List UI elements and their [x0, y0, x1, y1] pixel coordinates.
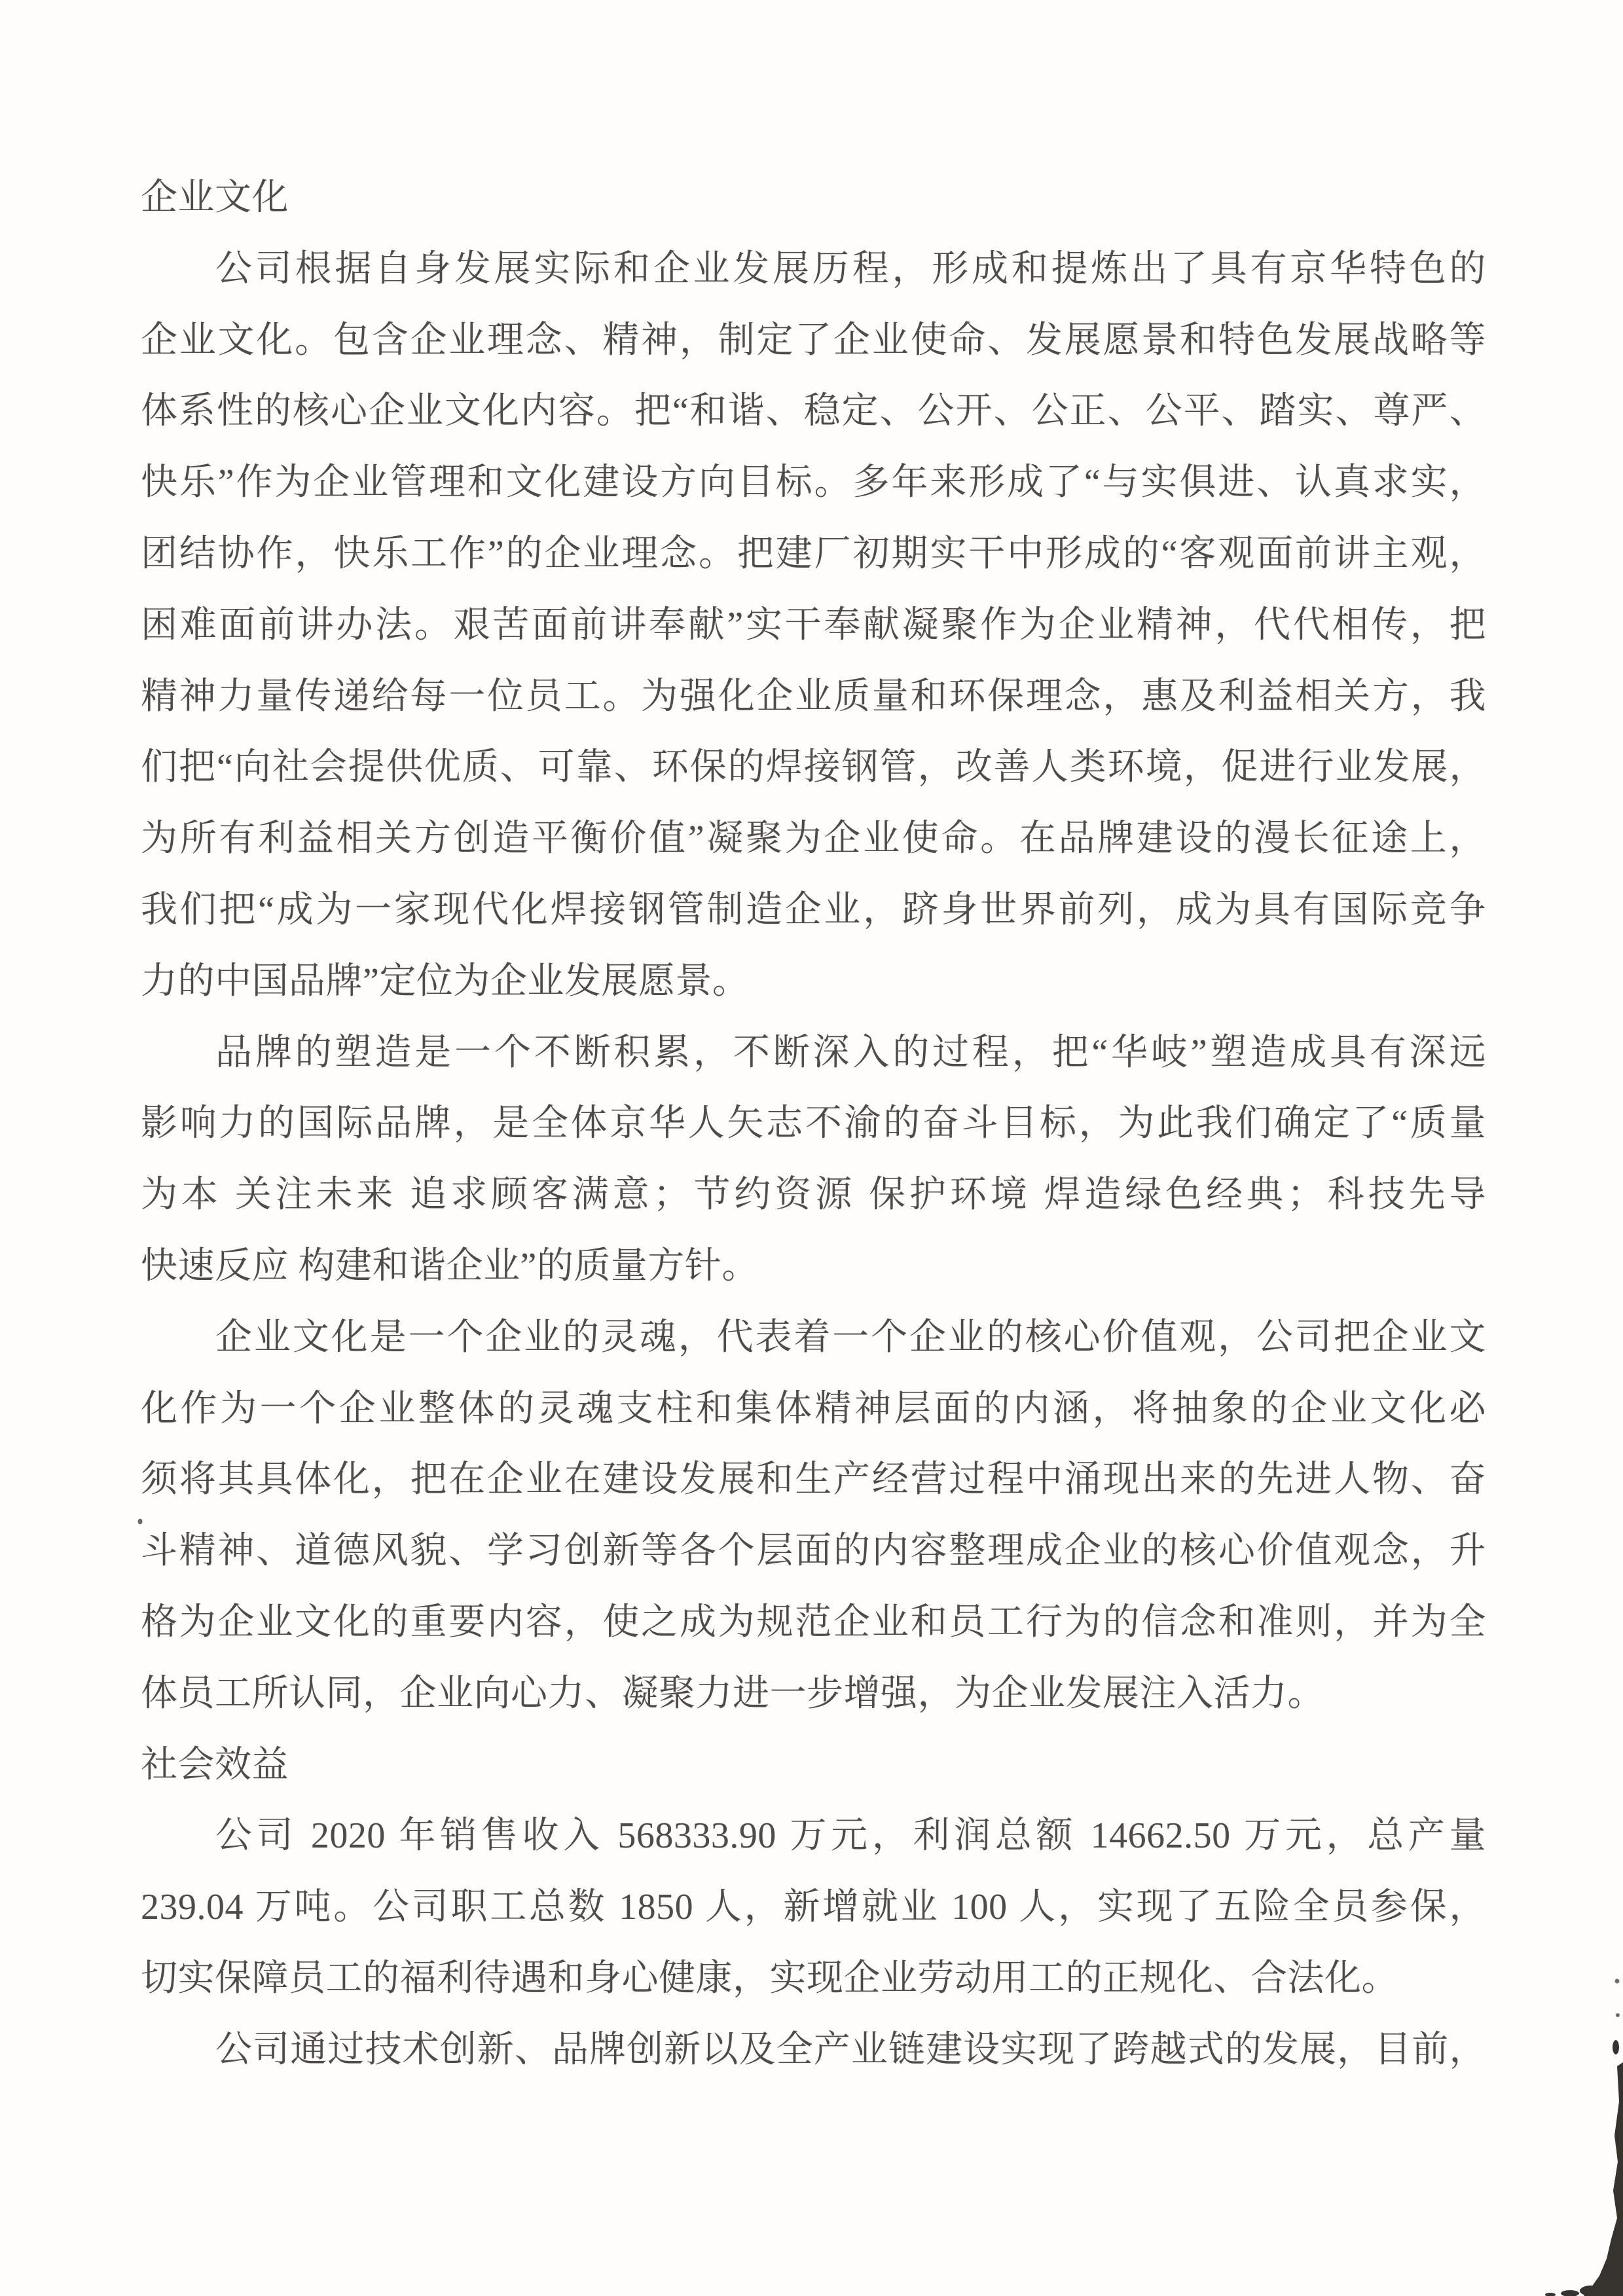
- body-line: 切实保障员工的福利待遇和身心健康，实现企业劳动用工的正规化、合法化。: [141, 1958, 1398, 1999]
- body-line: 品牌的塑造是一个不断积累，不断深入的过程，把“华岐”塑造成具有深远: [215, 1032, 1486, 1073]
- scan-scribble-mark: [1580, 2286, 1602, 2296]
- body-line: 力的中国品牌”定位为企业发展愿景。: [141, 960, 750, 1002]
- body-line: 化作为一个企业整体的灵魂支柱和集体精神层面的内涵，将抽象的企业文化必: [141, 1388, 1486, 1429]
- body-line: 企业文化是一个企业的灵魂，代表着一个企业的核心价值观，公司把企业文: [215, 1317, 1486, 1358]
- body-line: 体系性的核心企业文化内容。把“和谐、稳定、公开、公正、公平、踏实、尊严、: [141, 391, 1486, 432]
- section-heading: 社会效益: [141, 1744, 289, 1785]
- body-line: 体员工所认同，企业向心力、凝聚力进一步增强，为企业发展注入活力。: [141, 1673, 1324, 1714]
- body-line: 团结协作，快乐工作”的企业理念。把建厂初期实干中形成的“客观面前讲主观，: [141, 533, 1486, 574]
- body-line: 为所有利益相关方创造平衡价值”凝聚为企业使命。在品牌建设的漫长征途上，: [141, 818, 1486, 860]
- body-line: 快速反应 构建和谐企业”的质量方针。: [141, 1245, 759, 1286]
- body-line: 公司通过技术创新、品牌创新以及全产业链建设实现了跨越式的发展，目前，: [215, 2029, 1486, 2070]
- scan-scribble-mark: [1561, 2290, 1579, 2296]
- body-line: 239.04 万吨。公司职工总数 1850 人，新增就业 100 人，实现了五险全员参保，: [141, 1887, 1486, 1928]
- body-line: 快乐”作为企业管理和文化建设方向目标。多年来形成了“与实俱进、认真求实，: [141, 462, 1486, 503]
- body-line: 精神力量传递给每一位员工。为强化企业质量和环保理念，惠及利益相关方，我: [141, 676, 1486, 717]
- body-line: 困难面前讲办法。艰苦面前讲奉献”实干奉献凝聚作为企业精神，代代相传，把: [141, 604, 1486, 646]
- scan-speck: [1615, 1979, 1620, 1984]
- body-line: 为本 关注未来 追求顾客满意；节约资源 保护环境 焊造绿色经典；科技先导: [141, 1175, 1486, 1216]
- body-line: 影响力的国际品牌，是全体京华人矢志不渝的奋斗目标，为此我们确定了“质量: [141, 1103, 1486, 1144]
- body-line: 们把“向社会提供优质、可靠、环保的焊接钢管，改善人类环境，促进行业发展，: [141, 747, 1486, 788]
- scan-scribble-mark: [1545, 2293, 1556, 2296]
- body-line: 斗精神、道德风貌、学习创新等各个层面的内容整理成企业的核心价值观念，升: [141, 1531, 1486, 1572]
- body-line: 须将其具体化，把在企业在建设发展和生产经营过程中涌现出来的先进人物、奋: [141, 1459, 1486, 1501]
- text-block: [141, 162, 1486, 2086]
- scan-speck: [1613, 2040, 1619, 2054]
- body-line: 企业文化。包含企业理念、精神，制定了企业使命、发展愿景和特色发展战略等: [141, 319, 1486, 361]
- body-line: 我们把“成为一家现代化焊接钢管制造企业，跻身世界前列，成为具有国际竞争: [141, 889, 1486, 930]
- scan-speck: [1616, 2013, 1620, 2017]
- scan-edge-shadow: [1584, 2062, 1623, 2296]
- body-line: 公司根据自身发展实际和企业发展历程，形成和提炼出了具有京华特色的: [215, 248, 1486, 289]
- body-line: 格为企业文化的重要内容，使之成为规范企业和员工行为的信念和准则，并为全: [141, 1601, 1486, 1643]
- section-heading: 企业文化: [141, 177, 289, 218]
- body-line: 公司 2020 年销售收入 568333.90 万元，利润总额 14662.50 万元，总产量: [215, 1815, 1486, 1857]
